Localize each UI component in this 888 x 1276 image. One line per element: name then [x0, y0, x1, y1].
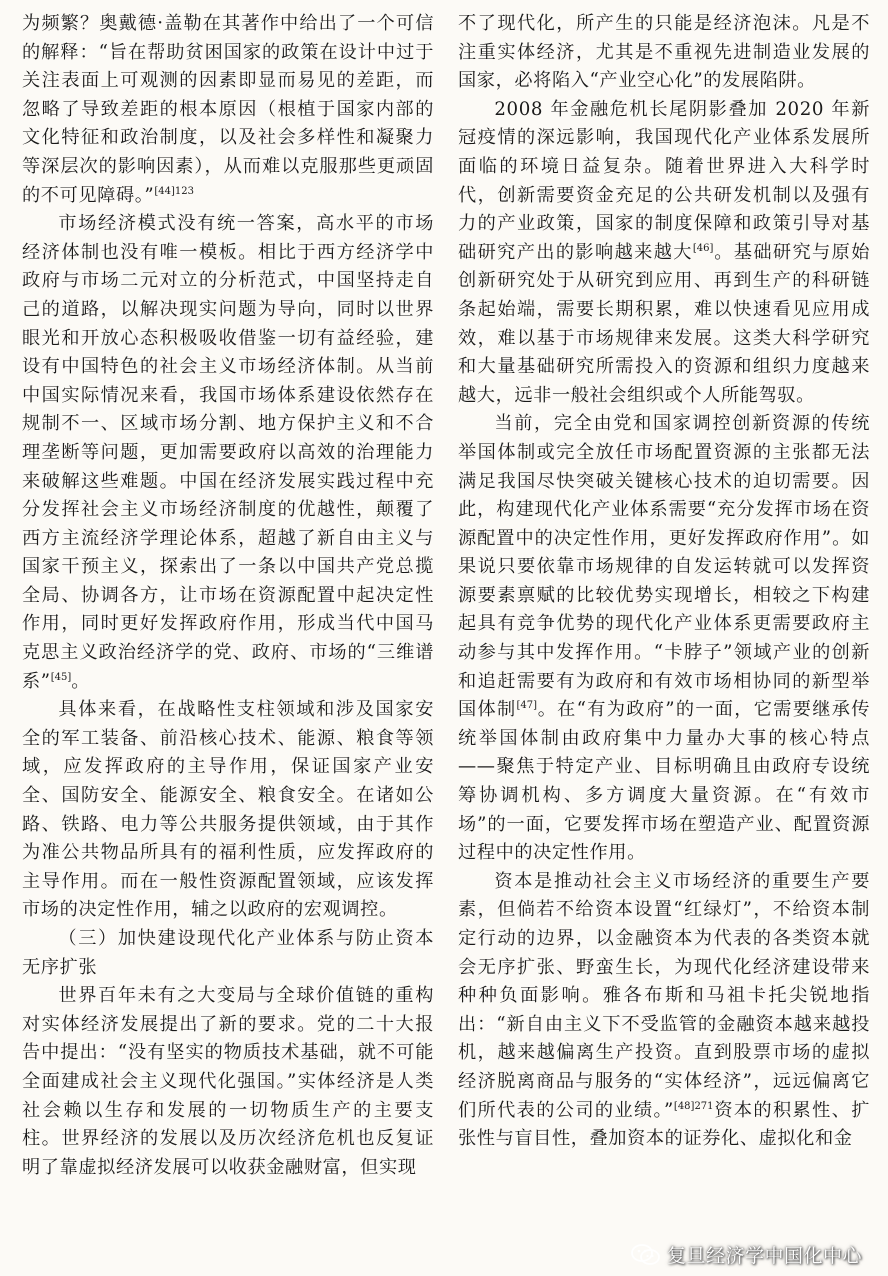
paragraph-continuation: 不了现代化，所产生的只能是经济泡沫。凡是不注重实体经济，尤其是不重视先进制造业发展的国家，必将陷入“产业空心化”的发展陷阱。 [458, 13, 870, 92]
watermark-text: 复旦经济学中国化中心 [666, 1245, 862, 1267]
left-column [22, 10, 434, 1182]
paragraph: 具体来看，在战略性支柱领域和涉及国家安全的军工装备、前沿核心技术、能源、粮食等领域，应发挥政府的主导作用，保证国家产业安全、国防安全、能源安全、粮食安全。在诸如公路、铁路、电力等公共服务提供领域，由于其作为准公共物品所具有的福利性质，应发挥政府的主导作用。而在一般性资源配置领域，应该发挥市场的决定性作用，辅之以政府的宏观调控。 [22, 699, 434, 921]
section-heading: （三）加快建设现代化产业体系与防止资本无序扩张 [22, 928, 434, 978]
citation-ref: [45] [50, 671, 72, 683]
paragraph: 资本是推动社会主义市场经济的重要生产要素，但倘若不给资本设置“红绿灯”，不给资本制定行动的边界，以金融资本为代表的各类资本就会无序扩张、野蛮生长，为现代化经济建设带来种种负面影响。雅各布斯和马祖卡托尖锐地指出：“新自由主义下不受监管的金融资本越来越投机，越来越偏离生产投资。直到股票市场的虚拟经济脱离商品与服务的“实体经济”，远远偏离它们所代表的公司的业绩。”$^{[48]271}$资本的积累性、扩张性与盲目性，叠加资本的证券化、虚拟化和金 [458, 870, 870, 1150]
paragraph: 世界百年未有之大变局与全球价值链的重构对实体经济发展提出了新的要求。党的二十大报告中提出：“没有坚实的物质技术基础，就不可能全面建成社会主义现代化强国。”实体经济是人类社会赖以生存和发展的一切物质生产的主要支柱。世界经济的发展以及历次经济危机也反复证明了靠虚拟经济发展可以收获金融财富，但实现 [22, 985, 434, 1178]
paragraph: 2008 年金融危机长尾阴影叠加 2020 年新冠疫情的深远影响，我国现代化产业体系发展所面临的环境日益复杂。随着世界进入大科学时代，创新需要资金充足的公共研发机制以及强有力的产业政策，国家的制度保障和政策引导对基础研究产出的影响越来越大[46]。基础研究与原始创新研究处于从研究到应用、再到生产的科研链条起始端，需要长期积累，难以快速看见应用成效，难以基于市场规律来发展。这类大科学研究和大量基础研究所需投入的资源和组织力度越来越大，远非一般社会组织或个人所能驾驭。 [458, 98, 870, 406]
watermark [631, 1241, 862, 1268]
citation-ref: [47] [516, 700, 537, 712]
paragraph: 当前，完全由党和国家调控创新资源的传统举国体制或完全放任市场配置资源的主张都无法满足我国尽快突破关键核心技术的迫切需要。因此，构建现代化产业体系需要“充分发挥市场在资源配置中的决定性作用，更好发挥政府作用”。如果说只要依靠市场规律的自发运转就可以发挥资源要素禀赋的比较优势实现增长，相较之下构建起具有竞争优势的现代化产业体系更需要政府主动参与其中发挥作用。“卡脖子”领域产业的创新和追赶需要有为政府和有效市场相协同的新型举国体制[47]。在“有为政府”的一面，它需要继承传统举国体制由政府集中力量办大事的核心特点——聚焦于特定产业、目标明确且由政府专设统筹协调机构、多方调度大量资源。在“有效市场”的一面，它要发挥市场在塑造产业、配置资源过程中的决定性作用。 [458, 413, 870, 864]
wechat-icon [631, 1243, 661, 1267]
paragraph: 市场经济模式没有统一答案，高水平的市场经济体制也没有唯一模板。相比于西方经济学中政府与市场二元对立的分析范式，中国坚持走自己的道路，以解决现实问题为导向，同时以世界眼光和开放心态积极吸收借鉴一切有益经验，建设有中国特色的社会主义市场经济体制。从当前中国实际情况来看，我国市场体系建设依然存在规制不一、区域市场分割、地方保护主义和不合理垄断等问题，更加需要政府以高效的治理能力来破解这些难题。中国在经济发展实践过程中充分发挥社会主义市场经济制度的优越性，颠覆了西方主流经济学理论体系，超越了新自由主义与国家干预主义，探索出了一条以中国共产党总揽全局、协调各方，让市场在资源配置中起决定性作用，同时更好发挥政府作用，形成当代中国马克思主义政治经济学的党、政府、市场的“三维谱系”[45]。 [22, 213, 434, 692]
citation-ref: [44]123 [154, 185, 194, 197]
citation-ref: [48]271 [673, 1100, 714, 1112]
right-column [458, 10, 870, 1154]
paragraph-continuation: 为频繁？奥戴德·盖勒在其著作中给出了一个可信的解释：“旨在帮助贫困国家的政策在设计中过于关注表面上可观测的因素即显而易见的差距，而忽略了导致差距的根本原因（根植于国家内部的文化特征和政治制度，以及社会多样性和凝聚力等深层次的影响因素），从而难以克服那些更顽固的不可见障碍。”$^{[44]123}$ [22, 13, 434, 206]
citation-ref: [46] [692, 242, 714, 254]
